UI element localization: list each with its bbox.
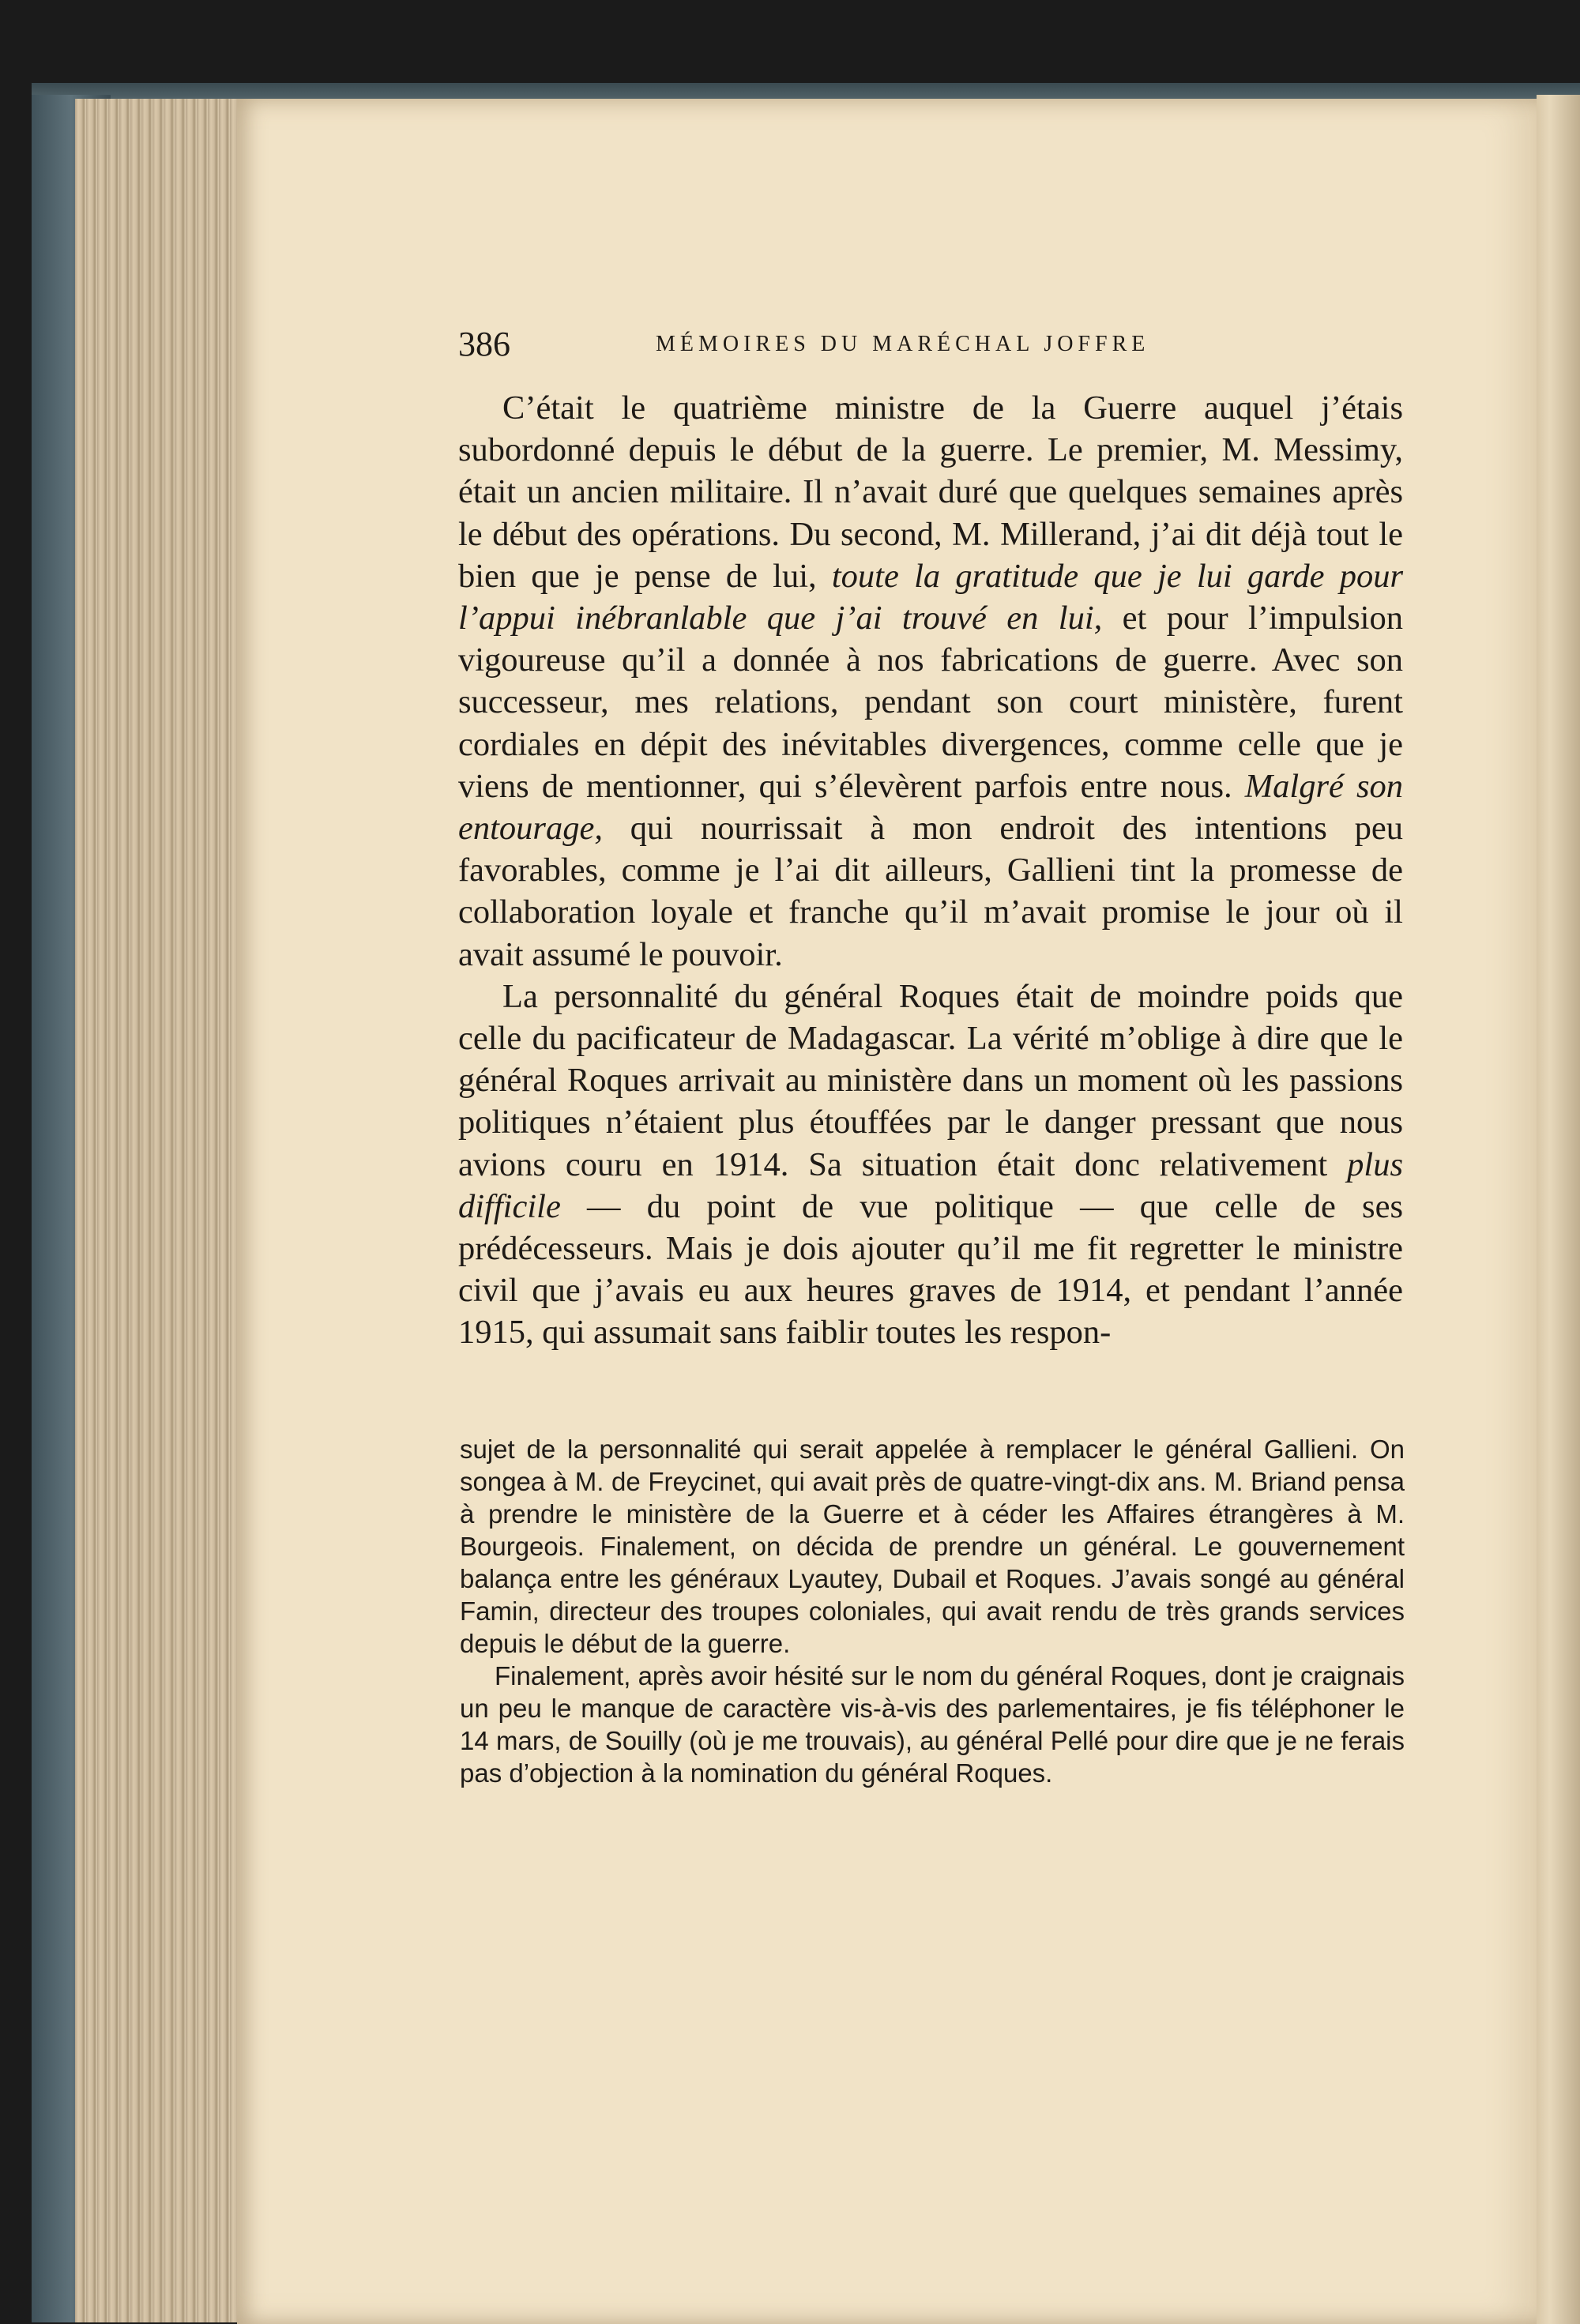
footnote xyxy=(460,1433,1405,1789)
paragraph-1-part-c: qui nourrissait à mon endroit des intentions peu favorables, comme je l’ai dit ailleurs, Gallieni tint la promesse de collaboration loyale et franche qu’il m’avait promise le jour où il avait assumé le pouvoir. xyxy=(458,810,1403,973)
paragraph-1 xyxy=(458,387,1403,976)
paragraph-1-italic-1: toute la gratitude que je lui garde pour l’appui inébranlable que j’ai trouvé en lui, xyxy=(458,557,1404,637)
running-title: MÉMOIRES DU MARÉCHAL JOFFRE xyxy=(656,332,1150,356)
page-number: 386 xyxy=(458,325,510,363)
page-content xyxy=(0,324,1580,1789)
running-head xyxy=(458,324,1398,371)
paragraph-2-part-b: — du point de vue politique — que celle de ses prédécesseurs. Mais je dois ajouter qu’il me fit regretter le ministre civil que j’avais eu aux heures graves de 1914, et pendant l’année 1915, qui assumait sans faiblir toutes les respon- xyxy=(458,1187,1403,1352)
paragraph-1-part-b: et pour l’impulsion vigoureuse qu’il a donnée à nos fabrications de guerre. Avec son successeur, mes relations, pendant son court ministère, furent cordiales en dépit des inévitables divergences, comme celle que je viens de mentionner, qui s’élevèrent parfois entre nous. xyxy=(458,600,1403,805)
paragraph-2-part-a: La personnalité du général Roques était de moindre poids que celle du pacificateur de Madagascar. La vérité m’oblige à dire que le général Roques arrivait au ministère dans un moment où les passions politiques n’étaient plus étouffées par le danger pressant que nous avions couru en 1914. Sa situation était donc relativement xyxy=(458,977,1403,1183)
paragraph-1-part-a: C’était le quatrième ministre de la Guerre auquel j’étais subordonné depuis le début de la guerre. Le premier, M. Messimy, était un ancien militaire. Il n’avait duré que quelques semaines après le début des opérations. Du second, M. Millerand, j’ai dit déjà tout le bien que je pense de lui, xyxy=(458,389,1403,595)
main-text xyxy=(458,387,1403,1354)
footnote-paragraph-2: Finalement, après avoir hésité sur le nom du général Roques, dont je craignais un peu le manque de caractère vis-à-vis des parlementaires, je fis téléphoner le 14 mars, de Souilly (où je me trouvais), au général Pellé pour dire que je ne ferais pas d’objection à la nomination du général Roques. xyxy=(460,1660,1405,1788)
paragraph-2-italic: plus difficile xyxy=(458,1145,1403,1225)
paragraph-2 xyxy=(458,976,1403,1354)
paragraph-1-italic-2: Malgré son entourage, xyxy=(458,767,1403,848)
footnote-paragraph-1: sujet de la personnalité qui serait appelée à remplacer le général Gallieni. On songea à M. de Freycinet, qui avait près de quatre-vingt-dix ans. M. Briand pensa à prendre le ministère de la Guerre et à céder les Affaires étrangères à M. Bourgeois. Finalement, on décida de prendre un général. Le gouvernement balança entre les généraux Lyautey, Dubail et Roques. J’avais songé au général Famin, directeur des troupes coloniales, qui avait rendu de très grands services depuis le début de la guerre. xyxy=(460,1434,1405,1658)
